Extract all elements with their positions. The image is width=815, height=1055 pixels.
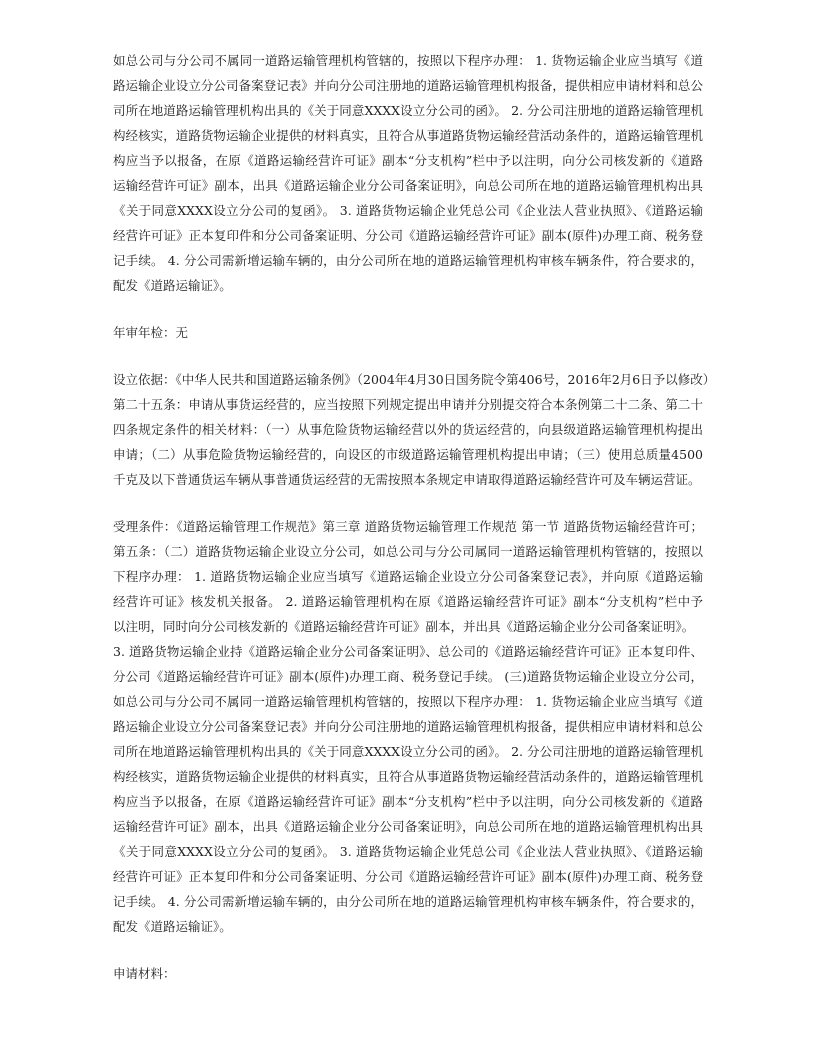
text-line: 第二十五条：申请从事货运经营的，应当按照下列规定提出申请并分别提交符合本条例第二十二条、第二十: [113, 397, 703, 412]
text-line: 运输经营许可证》副本，出具《道路运输企业分公司备案证明》，向总公司所在地的道路运输管理机构出具: [113, 178, 703, 193]
text-line: 构应当予以报备，在原《道路运输经营许可证》副本“分支机构”栏中予以注明，向分公司核发新的《道路: [113, 153, 703, 168]
text-line: 《关于同意XXXX设立分公司的复函》。 3. 道路货物运输企业凭总公司《企业法人营业执照》、《道路运输: [113, 203, 703, 218]
paragraph-legal-basis: [113, 367, 716, 492]
text-line: 司所在地道路运输管理机构出具的《关于同意XXXX设立分公司的函》。 2. 分公司注册地的道路运输管理机: [113, 744, 703, 759]
text-line: 申请材料：: [113, 966, 176, 981]
text-line: 运输经营许可证》副本，出具《道路运输企业分公司备案证明》，向总公司所在地的道路运输管理机构出具: [113, 819, 703, 834]
text-line: 配发《道路运输证》。: [113, 919, 232, 934]
text-line: 3. 道路货物运输企业持《道路运输企业分公司备案证明》、总公司的《道路运输经营许可证》正本复印件、: [113, 644, 703, 659]
text-line: 经营许可证》正本复印件和分公司备案证明、分公司《道路运输经营许可证》副本(原件)办理工商、税务登: [113, 228, 703, 243]
text-line: 第五条：（二）道路货物运输企业设立分公司，如总公司与分公司属同一道路运输管理机构管辖的，按照以: [113, 544, 703, 559]
text-line: 路运输企业设立分公司备案登记表》并向分公司注册地的道路运输管理机构报备，提供相应申请材料和总公: [113, 78, 703, 93]
text-line: 申请；（二）从事危险货物运输经营的，向设区的市级道路运输管理机构提出申请；（三）使用总质量4500: [113, 447, 703, 462]
text-line: 分公司《道路运输经营许可证》副本(原件)办理工商、税务登记手续。 (三)道路货物运输企业设立分公司，: [113, 669, 703, 684]
text-line: 四条规定条件的相关材料：（一）从事危险货物运输经营以外的货运经营的，向县级道路运输管理机构提出: [113, 422, 703, 437]
text-line: 《关于同意XXXX设立分公司的复函》。 3. 道路货物运输企业凭总公司《企业法人营业执照》、《道路运输: [113, 844, 703, 859]
text-line: 记手续。 4. 分公司需新增运输车辆的，由分公司所在地的道路运输管理机构审核车辆条件，符合要求的，: [113, 894, 703, 909]
paragraph-application-materials: [113, 961, 703, 986]
text-line: 设立依据：《中华人民共和国道路运输条例》（2004年4月30日国务院令第406号，2016年2月6日予以修改）: [113, 372, 716, 387]
paragraph-acceptance-conditions: [113, 514, 703, 939]
text-line: 年审年检：无: [113, 325, 189, 340]
text-line: 经营许可证》核发机关报备。 2. 道路运输管理机构在原《道路运输经营许可证》副本“分支机构”栏中予: [113, 594, 703, 609]
text-line: 千克及以下普通货运车辆从事普通货运经营的无需按照本条规定申请取得道路运输经营许可及车辆运营证。: [113, 472, 701, 487]
text-line: 记手续。 4. 分公司需新增运输车辆的，由分公司所在地的道路运输管理机构审核车辆条件，符合要求的，: [113, 253, 703, 268]
text-line: 配发《道路运输证》。: [113, 278, 232, 293]
text-line: 下程序办理： 1. 道路货物运输企业应当填写《道路运输企业设立分公司备案登记表》，并向原《道路运输: [113, 569, 703, 584]
text-line: 构应当予以报备，在原《道路运输经营许可证》副本“分支机构”栏中予以注明，向分公司核发新的《道路: [113, 794, 703, 809]
text-line: 如总公司与分公司不属同一道路运输管理机构管辖的，按照以下程序办理： 1. 货物运输企业应当填写《道: [113, 53, 703, 68]
paragraph-annual-review: [113, 320, 703, 345]
text-line: 路运输企业设立分公司备案登记表》并向分公司注册地的道路运输管理机构报备，提供相应申请材料和总公: [113, 719, 703, 734]
text-line: 构经核实，道路货物运输企业提供的材料真实，且符合从事道路货物运输经营活动条件的，道路运输管理机: [113, 769, 703, 784]
text-line: 经营许可证》正本复印件和分公司备案证明、分公司《道路运输经营许可证》副本(原件)办理工商、税务登: [113, 869, 703, 884]
document-body: [113, 48, 716, 1008]
text-line: 构经核实，道路货物运输企业提供的材料真实，且符合从事道路货物运输经营活动条件的，道路运输管理机: [113, 128, 703, 143]
text-line: 受理条件：《道路运输管理工作规范》第三章 道路货物运输管理工作规范 第一节 道路货物运输经营许可；: [113, 519, 703, 534]
text-line: 司所在地道路运输管理机构出具的《关于同意XXXX设立分公司的函》。 2. 分公司注册地的道路运输管理机: [113, 103, 703, 118]
text-line: 以注明，同时向分公司核发新的《道路运输经营许可证》副本，并出具《道路运输企业分公司备案证明》。: [113, 619, 695, 634]
paragraph-branch-procedure-continuation: [113, 48, 703, 298]
text-line: 如总公司与分公司不属同一道路运输管理机构管辖的，按照以下程序办理： 1. 货物运输企业应当填写《道: [113, 694, 703, 709]
